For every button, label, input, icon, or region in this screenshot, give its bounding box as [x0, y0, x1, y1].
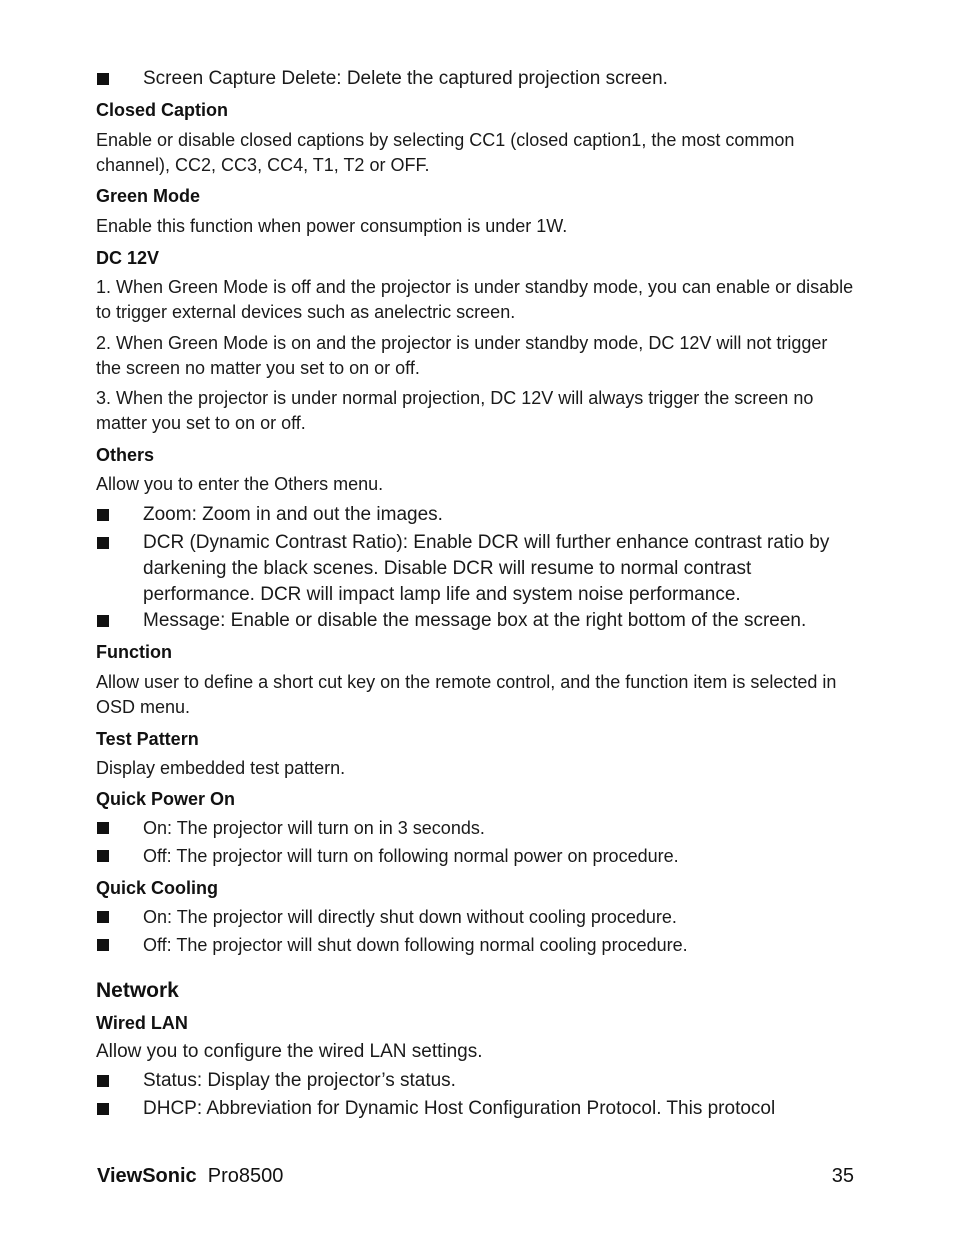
bullet-screen-capture-delete — [96, 66, 856, 92]
bullet-text: Zoom: Zoom in and out the images. — [143, 504, 443, 525]
bullet-text: DHCP: Abbreviation for Dynamic Host Configuration Protocol. This protocol — [143, 1098, 776, 1119]
bullet-quick-power-on-on — [96, 816, 856, 841]
model-name: Pro8500 — [207, 1165, 284, 1187]
heading-dc-12v: DC 12V — [96, 248, 160, 268]
bullet-network-dhcp — [96, 1096, 856, 1122]
footer-brand — [97, 1164, 283, 1188]
paragraph-dc12v-item3: 3. When the projector is under normal projection, DC 12V will always trigger the screen no matter you set to on or off. — [96, 388, 814, 433]
paragraph-closed-caption: Enable or disable closed captions by selecting CC1 (closed caption1, the most common channel), CC2, CC3, CC4, T1, T2 or OFF. — [96, 130, 795, 175]
heading-green-mode: Green Mode — [96, 186, 201, 206]
bullet-quick-power-on-off — [96, 844, 856, 869]
bullet-quick-cooling-on — [96, 905, 856, 930]
square-bullet-icon — [97, 615, 109, 627]
bullet-text: DCR (Dynamic Contrast Ratio): Enable DCR will further enhance contrast ratio by darkening the black scenes. Disable DCR will resume to normal contrast performance. DCR will impact lamp life and system noise performance. — [143, 532, 830, 605]
paragraph-wired-lan: Allow you to configure the wired LAN settings. — [96, 1041, 483, 1062]
brand-name: ViewSonic — [97, 1165, 197, 1187]
square-bullet-icon — [97, 939, 109, 951]
bullet-text: On: The projector will directly shut down without cooling procedure. — [143, 907, 677, 927]
bullet-text: Screen Capture Delete: Delete the captured projection screen. — [143, 68, 668, 89]
heading-test-pattern: Test Pattern — [96, 729, 199, 749]
heading-closed-caption: Closed Caption — [96, 100, 229, 120]
bullet-text: On: The projector will turn on in 3 seconds. — [143, 818, 485, 838]
paragraph-test-pattern: Display embedded test pattern. — [96, 758, 346, 778]
heading-others: Others — [96, 445, 155, 465]
heading-function: Function — [96, 642, 172, 662]
square-bullet-icon — [97, 822, 109, 834]
bullet-dcr — [96, 530, 856, 608]
paragraph-others: Allow you to enter the Others menu. — [96, 474, 384, 494]
square-bullet-icon — [97, 537, 109, 549]
bullet-text: Message: Enable or disable the message box at the right bottom of the screen. — [143, 610, 807, 631]
paragraph-dc12v-item2: 2. When Green Mode is on and the projector is under standby mode, DC 12V will not trigger the screen no matter you set to on or off. — [96, 333, 828, 378]
bullet-zoom — [96, 502, 856, 528]
square-bullet-icon — [97, 911, 109, 923]
bullet-network-status — [96, 1068, 856, 1094]
bullet-quick-cooling-off — [96, 933, 856, 958]
paragraph-green-mode: Enable this function when power consumption is under 1W. — [96, 216, 568, 236]
page-number: 35 — [831, 1165, 854, 1187]
heading-network: Network — [96, 979, 179, 1002]
paragraph-dc12v-item1: 1. When Green Mode is off and the projector is under standby mode, you can enable or disable to trigger external devices such as anelectric screen. — [96, 277, 854, 322]
heading-wired-lan: Wired LAN — [96, 1013, 188, 1033]
bullet-message — [96, 608, 856, 634]
paragraph-function: Allow user to define a short cut key on the remote control, and the function item is selected in OSD menu. — [96, 672, 837, 717]
bullet-text: Off: The projector will shut down following normal cooling procedure. — [143, 935, 688, 955]
bullet-text: Status: Display the projector’s status. — [143, 1070, 456, 1091]
heading-quick-power-on: Quick Power On — [96, 789, 236, 809]
square-bullet-icon — [97, 1103, 109, 1115]
bullet-text: Off: The projector will turn on following normal power on procedure. — [143, 846, 679, 866]
heading-quick-cooling: Quick Cooling — [96, 878, 219, 898]
square-bullet-icon — [97, 509, 109, 521]
square-bullet-icon — [97, 73, 109, 85]
square-bullet-icon — [97, 850, 109, 862]
square-bullet-icon — [97, 1075, 109, 1087]
